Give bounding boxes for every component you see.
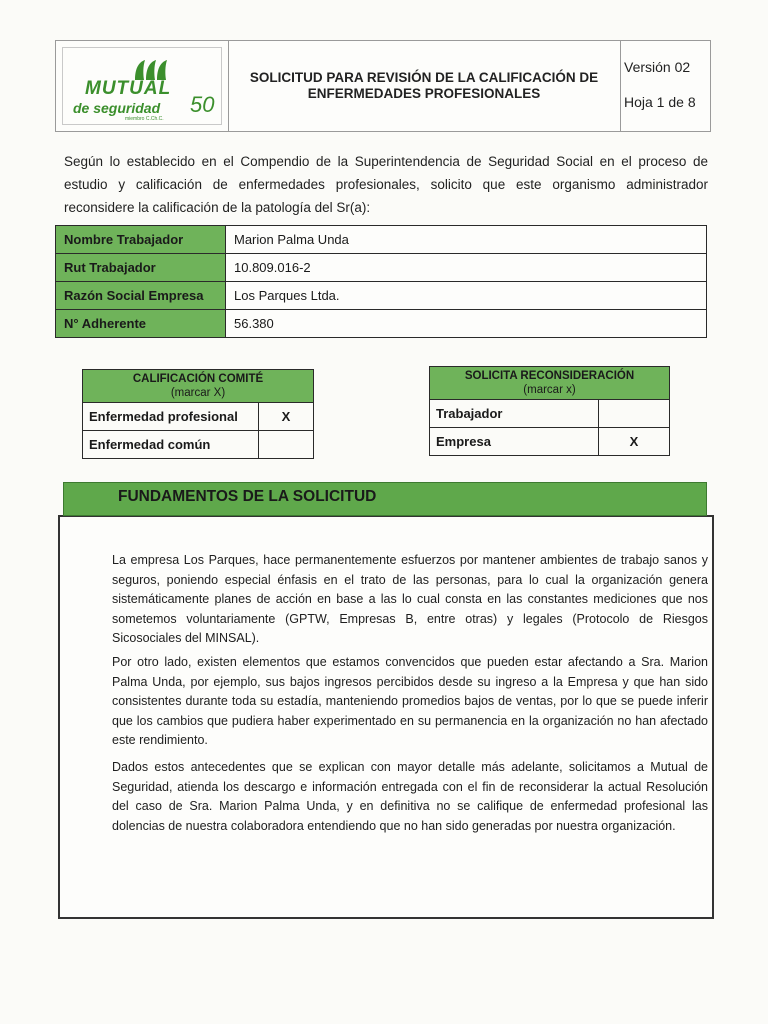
title-line-2: ENFERMEDADES PROFESIONALES [307, 86, 541, 101]
reconsideration-header [430, 367, 670, 400]
committee-rating-hint: (marcar X) [170, 387, 226, 399]
committee-rating-title: CALIFICACIÓN COMITÉ [132, 373, 264, 385]
table-row [83, 431, 314, 459]
worker-name-label: Nombre Trabajador [56, 226, 226, 254]
reconsideration-hint: (marcar x) [523, 384, 576, 396]
adherent-number-value: 56.380 [226, 310, 707, 338]
fundamentos-paragraph-3: Dados estos antecedentes que se explican con mayor detalle más adelante, solicitamos a Mutual de Seguridad, atienda los descargo e información entregada con el fin de reconsiderar la actual Resolución del caso de Sra. Marion Palma Unda, y en definitiva no se califique de enfermedad profesional las dolencias de nuestra colaboradora entendiendo que no han sido generadas por nuestra organización. [112, 760, 708, 833]
fundamentos-title: FUNDAMENTOS DE LA SOLICITUD [118, 488, 377, 505]
adherent-number-label: N° Adherente [56, 310, 226, 338]
company-option-label: Empresa [430, 428, 599, 456]
fundamentos-header [63, 482, 707, 516]
table-row [56, 282, 707, 310]
reconsideration-title: SOLICITA RECONSIDERACIÓN [464, 370, 635, 382]
worker-table [55, 225, 707, 338]
table-row [83, 403, 314, 431]
logo-text-seguridad: de seguridad [73, 100, 161, 116]
logo-text-mutual: MUTUAL [85, 78, 172, 99]
table-row [56, 226, 707, 254]
committee-rating-table [82, 369, 314, 459]
version-label: Versión 02 [624, 59, 691, 75]
version-cell [620, 41, 710, 131]
document-title [228, 41, 621, 131]
logo-subtext: miembro C.Ch.C. [125, 116, 164, 122]
company-name-label: Razón Social Empresa [56, 282, 226, 310]
worker-option-mark [599, 400, 670, 428]
table-row [56, 254, 707, 282]
fundamentos-paragraph-2: Por otro lado, existen elementos que estamos convencidos que pueden estar afectando a Sra. Marion Palma Unda, por ejemplo, sus bajos ingresos percibidos desde su ingreso a la Empresa y que han sido consistentes durante toda su estadía, manteniendo promedios bajos de ventas, por lo que se puede inferir que los cambios que pudiera haber experimentado en su permanencia en la organización no han afectado este rendimiento. [112, 655, 708, 747]
worker-rut-value: 10.809.016-2 [226, 254, 707, 282]
fundamentos-box [58, 515, 714, 919]
reconsideration-table [429, 366, 670, 456]
occupational-disease-label: Enfermedad profesional [83, 403, 259, 431]
worker-rut-label: Rut Trabajador [56, 254, 226, 282]
intro-paragraph: Según lo establecido en el Compendio de la Superintendencia de Seguridad Social en el proceso de estudio y calificación de enfermedades profesionales, solicito que este organismo administrador reconsidere la calificación de la patología del Sr(a): [64, 154, 708, 215]
occupational-disease-mark: X [259, 403, 314, 431]
logo-cell [56, 41, 229, 131]
company-name-value: Los Parques Ltda. [226, 282, 707, 310]
logo-years: 50 [190, 92, 215, 117]
title-line-1: SOLICITUD PARA REVISIÓN DE LA CALIFICACIÓN DE [249, 70, 599, 85]
worker-name-value: Marion Palma Unda [226, 226, 707, 254]
worker-option-label: Trabajador [430, 400, 599, 428]
common-disease-mark [259, 431, 314, 459]
common-disease-label: Enfermedad común [83, 431, 259, 459]
committee-rating-header [83, 370, 314, 403]
table-row [430, 400, 670, 428]
table-row [56, 310, 707, 338]
company-option-mark: X [599, 428, 670, 456]
table-row [430, 428, 670, 456]
fundamentos-paragraph-1: La empresa Los Parques, hace permanentemente esfuerzos por mantener ambientes de trabajo sanos y seguros, poniendo especial énfasis en el trato de las personas, para lo cual la organización genera sistemáticamente planes de acción en base a las lo cual consta en las constantes mediciones que nos sometemos voluntariamente (GPTW, Empresas B, entre otras) y legales (Protocolo de Riesgos Sicosociales del MINSAL). [112, 553, 708, 645]
page-label: Hoja 1 de 8 [624, 94, 696, 110]
document-header [55, 40, 711, 132]
mutual-logo [62, 47, 222, 125]
